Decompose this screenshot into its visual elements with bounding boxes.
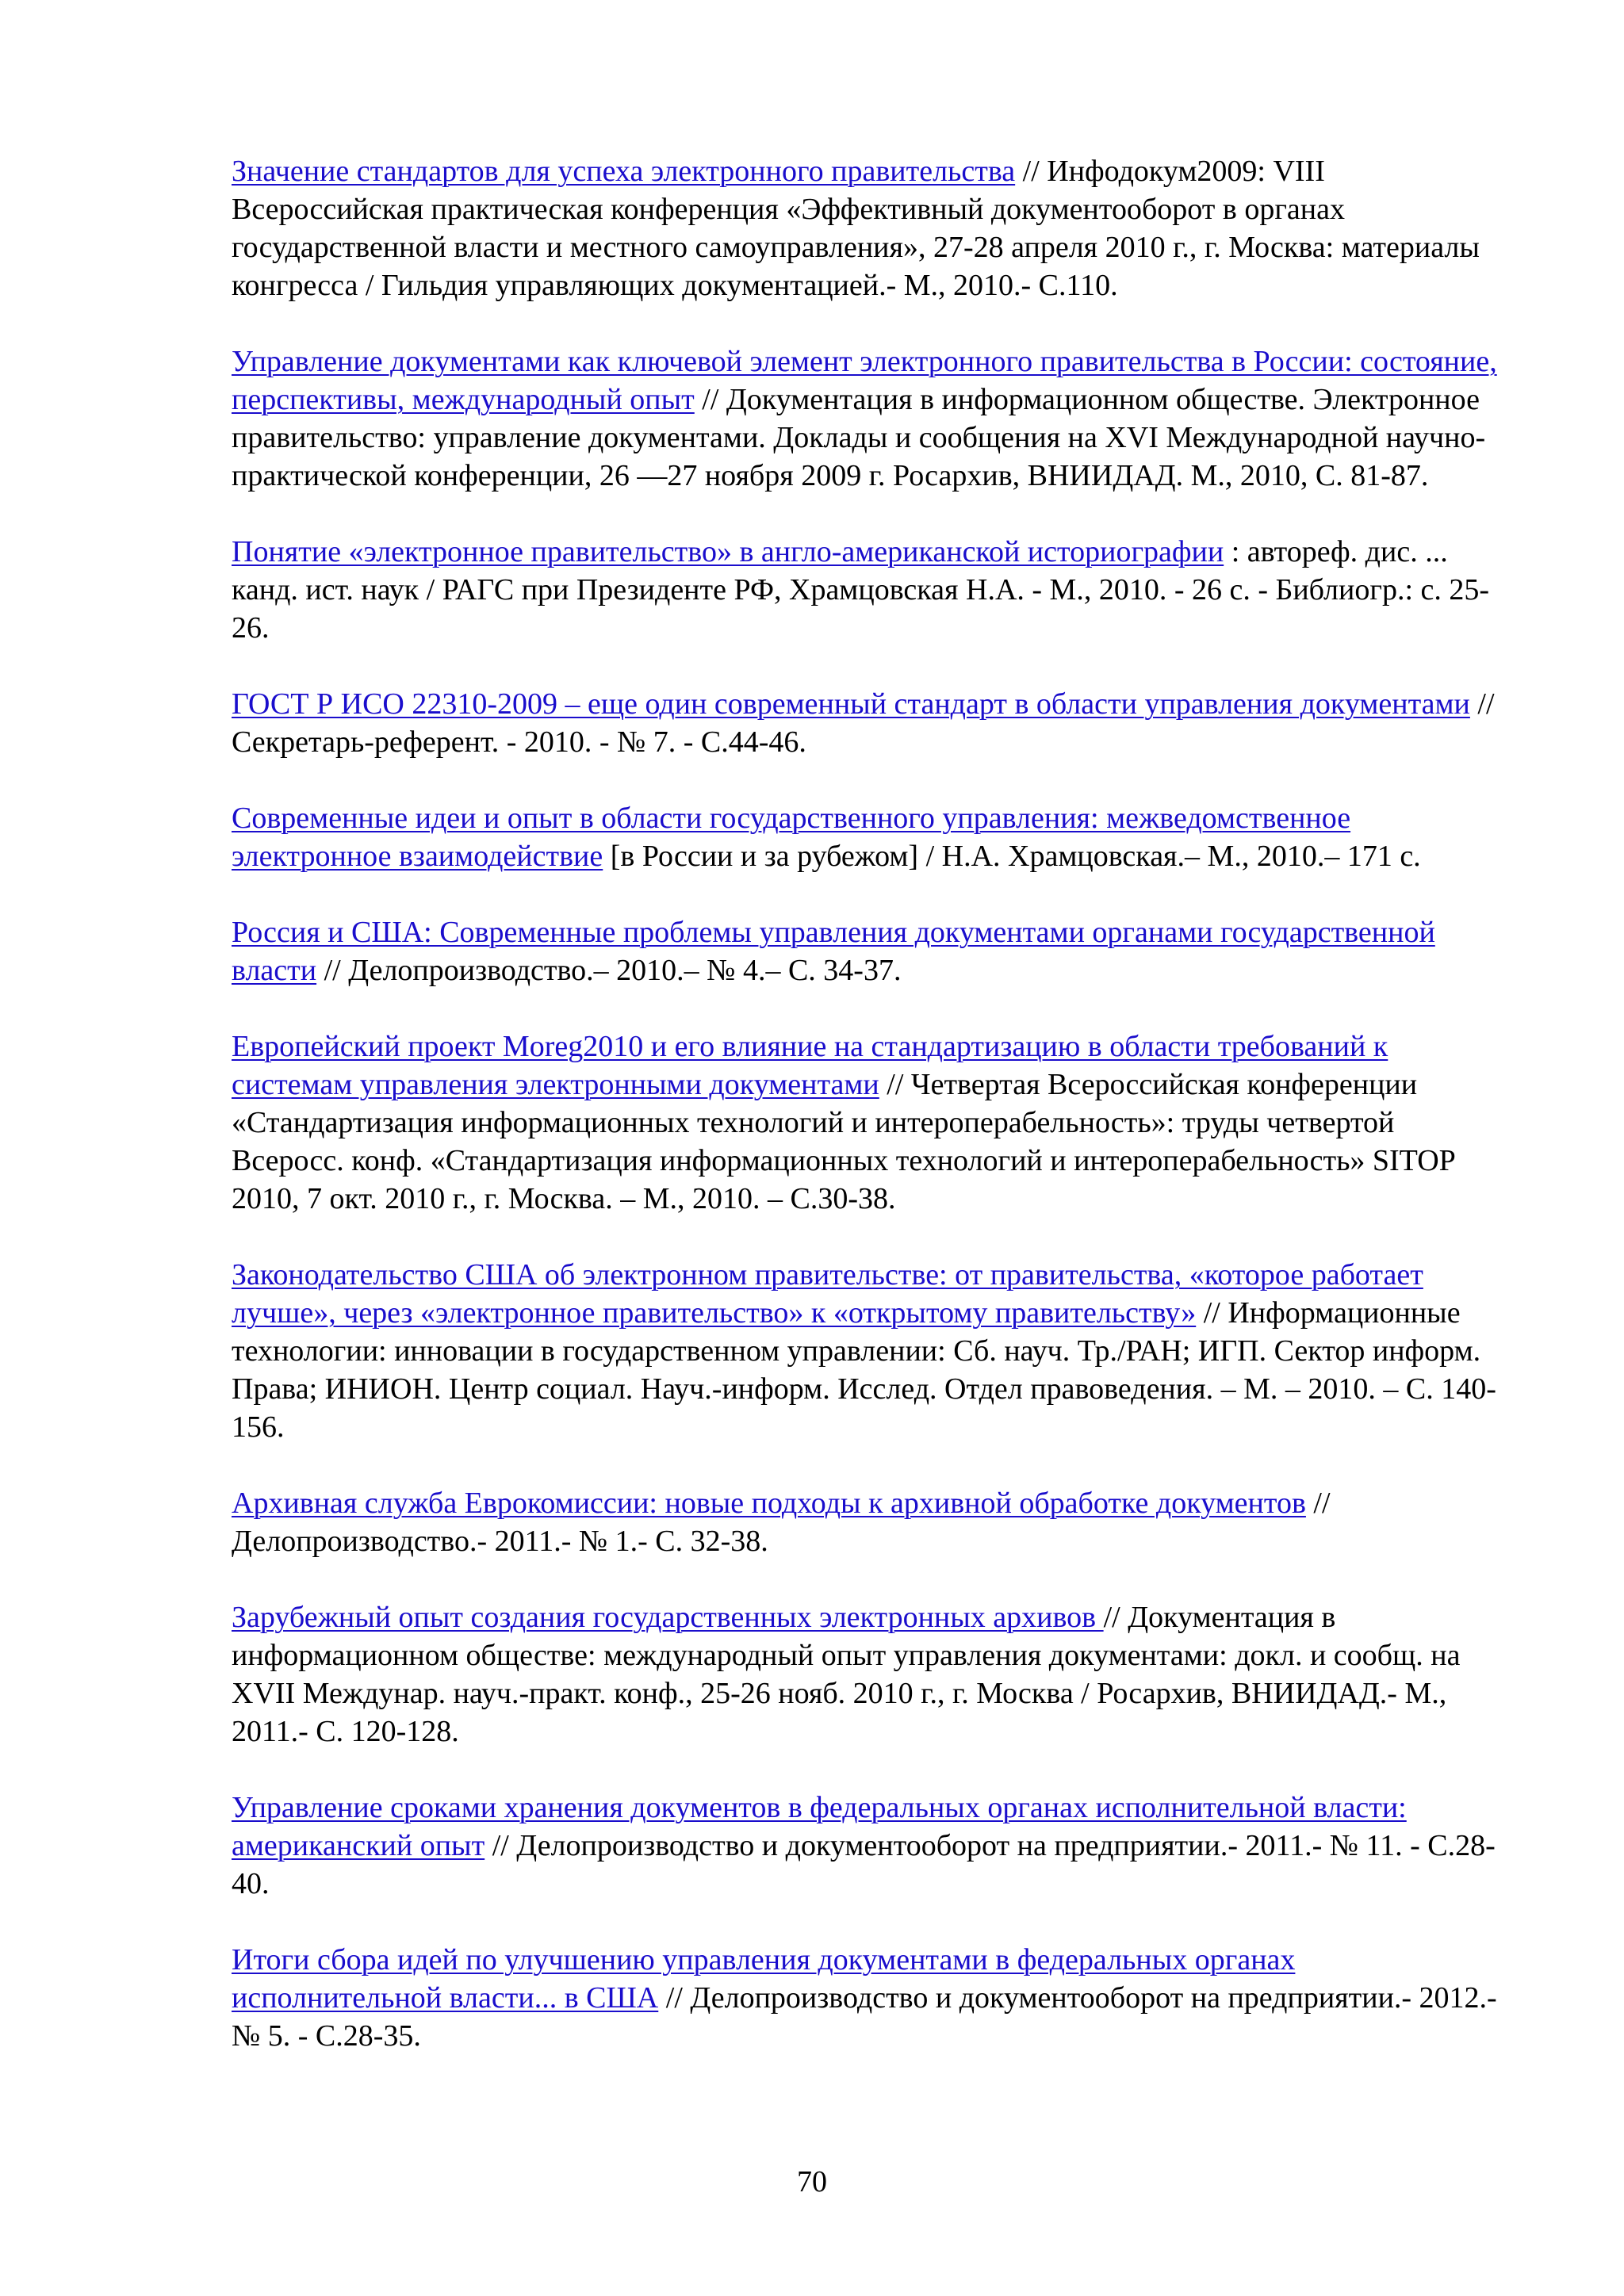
bibliography-entry [232,1484,1503,1560]
bibliography-entry [232,533,1503,647]
bibliography-entry [232,1598,1503,1751]
entry-link[interactable]: Современные идеи и опыт в области государственного управления: межведомственное электронное взаимодействие [232,802,1351,873]
entry-citation: // Делопроизводство.– 2010.– № 4.– С. 34-37. [316,954,902,987]
entry-citation: // Делопроизводство и документооборот на предприятии.- 2012.- № 5. - С.28-35. [232,1981,1497,2053]
entry-link[interactable]: Управление документами как ключевой элемент электронного правительства в России: состояние, перспективы, международный опыт [232,345,1497,416]
entry-link[interactable]: Россия и США: Современные проблемы управления документами органами государственной власти [232,916,1435,987]
entry-link[interactable]: Понятие «электронное правительство» в англо-американской историографии [232,535,1224,568]
bibliography-entry [232,342,1503,495]
bibliography-entry [232,799,1503,875]
page-number: 70 [797,2165,827,2198]
entry-link[interactable]: Законодательство США об электронном правительстве: от правительства, «которое работает лучше», через «электронное правительство» к «открытому правительству» [232,1258,1423,1330]
bibliography-list [232,152,1503,2093]
entry-citation: // Делопроизводство.- 2011.- № 1.- С. 32-38. [232,1487,1331,1558]
entry-citation: // Документация в информационном обществе: международный опыт управления документами: докл. и сообщ. на XVII Междунар. науч.-практ. конф., 25-26 нояб. 2010 г., г. Москва / Росархив, ВНИИДАД.- М., 2011.- С. 120-128. [232,1601,1461,1748]
entry-link[interactable]: Значение стандартов для успеха электронного правительства [232,155,1016,188]
entry-link[interactable]: ГОСТ Р ИСО 22310-2009 – еще один современный стандарт в области управления документами [232,687,1470,721]
entry-link[interactable]: Управление сроками хранения документов в федеральных органах исполнительной власти: американский опыт [232,1791,1407,1862]
entry-link[interactable]: Архивная служба Еврокомиссии: новые подходы к архивной обработке документов [232,1487,1306,1520]
entry-citation: // Четвертая Всероссийская конференции «Стандартизация информационных технологий и интероперабельность»: труды четвертой Всеросс. конф. «Стандартизация информационных технологий и интероперабельность» SITOP 2010, 7 окт. 2010 г., г. Москва. – М., 2010. – С.30-38. [232,1068,1455,1215]
entry-citation: // Делопроизводство и документооборот на предприятии.- 2011.- № 11. - С.28-40. [232,1829,1496,1900]
entry-citation: [в России и за рубежом] / Н.А. Храмцовская.– М., 2010.– 171 с. [603,840,1421,873]
entry-link[interactable]: Зарубежный опыт создания государственных электронных архивов [232,1601,1104,1634]
entry-link[interactable]: Европейский проект Moreg2010 и его влияние на стандартизацию в области требований к системам управления электронными документами [232,1030,1388,1101]
bibliography-entry [232,685,1503,761]
bibliography-entry [232,913,1503,989]
bibliography-entry [232,152,1503,304]
entry-citation: // Секретарь-референт. - 2010. - № 7. - С.44-46. [232,687,1495,759]
entry-citation: // Инфодокум2009: VIII Всероссийская практическая конференция «Эффективный документооборот в органах государственной власти и местного самоуправления», 27-28 апреля 2010 г., г. Москва: материалы конгресса / Гильдия управляющих документацией.- М., 2010.- С.110. [232,155,1480,302]
bibliography-entry [232,1941,1503,2055]
entry-citation: // Документация в информационном обществе. Электронное правительство: управление документами. Доклады и сообщения на XVI Международной научно-практической конференции, 26 —27 ноября 2009 г. Росархив, ВНИИДАД. М., 2010, С. 81-87. [232,383,1486,492]
entry-citation: // Информационные технологии: инновации в государственном управлении: Сб. науч. Тр./РАН; ИГП. Сектор информ. Права; ИНИОН. Центр социал. Науч.-информ. Исслед. Отдел правоведения. – М. – 2010. – С. 140-156. [232,1296,1496,1444]
bibliography-entry [232,1789,1503,1903]
entry-link[interactable]: Итоги сбора идей по улучшению управления документами в федеральных органах исполнительной власти... в США [232,1943,1296,2015]
bibliography-entry [232,1256,1503,1446]
entry-citation: : автореф. дис. ... канд. ист. наук / РАГС при Президенте РФ, Храмцовская Н.А. - М., 2010. - 26 с. - Библиогр.: с. 25-26. [232,535,1490,645]
bibliography-entry [232,1027,1503,1218]
